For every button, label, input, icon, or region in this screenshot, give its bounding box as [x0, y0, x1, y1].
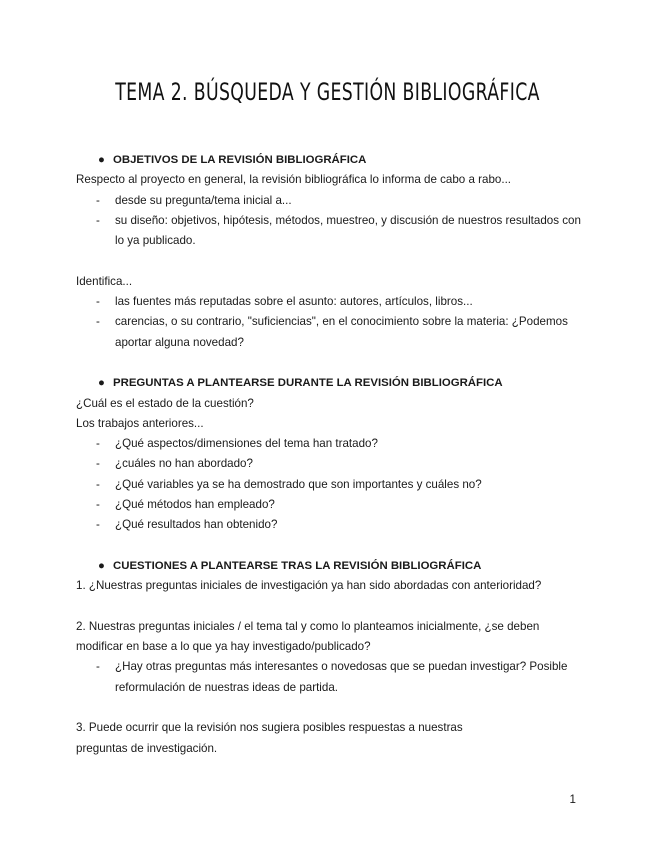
- dash-icon: -: [96, 213, 100, 227]
- list-item: [76, 191, 586, 211]
- list-item: [76, 292, 586, 312]
- paragraph: 1. ¿Nuestras preguntas iniciales de investigación ya han sido abordadas con anterioridad?: [76, 579, 542, 593]
- list-item-text: ¿Qué variables ya se ha demostrado que son importantes y cuáles no?: [115, 477, 482, 491]
- paragraph: Los trabajos anteriores...: [76, 416, 204, 430]
- list-item: [76, 657, 586, 698]
- list-item-text: ¿Qué métodos han empleado?: [115, 498, 275, 512]
- section-heading-objetivos: [76, 150, 586, 170]
- list-item-text: las fuentes más reputadas sobre el asunto: autores, artículos, libros...: [115, 295, 473, 309]
- list-item: [76, 495, 586, 515]
- list-item: [76, 475, 586, 495]
- list-item-text: ¿Qué resultados han obtenido?: [115, 518, 278, 532]
- paragraph: 3. Puede ocurrir que la revisión nos sugiera posibles respuestas a nuestras: [76, 721, 463, 735]
- dash-icon: -: [96, 457, 100, 471]
- section-heading-text: PREGUNTAS A PLANTEARSE DURANTE LA REVISIÓN BIBLIOGRÁFICA: [113, 377, 503, 390]
- page-number: 1: [569, 793, 576, 806]
- list-item-text: ¿Hay otras preguntas más interesantes o novedosas que se puedan investigar? Posible reformulación de nuestras ideas de partida.: [115, 660, 568, 694]
- dash-list: [76, 657, 586, 698]
- dash-icon: -: [96, 498, 100, 512]
- section-heading-text: CUESTIONES A PLANTEARSE TRAS LA REVISIÓN BIBLIOGRÁFICA: [113, 559, 482, 572]
- paragraph: Respecto al proyecto en general, la revisión bibliográfica lo informa de cabo a rabo...: [76, 173, 512, 187]
- list-item: [76, 515, 586, 535]
- page-title: TEMA 2. BÚSQUEDA Y GESTIÓN BIBLIOGRÁFICA: [115, 78, 540, 106]
- dash-icon: -: [96, 660, 100, 674]
- list-item-text: ¿Qué aspectos/dimensiones del tema han tratado?: [115, 437, 378, 451]
- document-body: [76, 150, 586, 759]
- list-item-text: desde su pregunta/tema inicial a...: [115, 193, 292, 207]
- dash-icon: -: [96, 315, 100, 329]
- list-item: [76, 211, 586, 252]
- bullet-icon: ●: [98, 154, 105, 166]
- section-heading-cuestiones: [76, 556, 586, 576]
- list-item-text: su diseño: objetivos, hipótesis, métodos, muestreo, y discusión de nuestros resultados con lo ya publicado.: [115, 213, 581, 248]
- dash-list: [76, 191, 586, 252]
- list-item-text: carencias, o su contrario, "suficiencias", en el conocimiento sobre la materia: ¿Podemos aportar alguna novedad?: [115, 315, 568, 349]
- paragraph: ¿Cuál es el estado de la cuestión?: [76, 396, 254, 410]
- dash-icon: -: [96, 437, 100, 451]
- dash-icon: -: [96, 477, 100, 491]
- dash-icon: -: [96, 193, 100, 207]
- list-item-text: ¿cuáles no han abordado?: [115, 457, 253, 471]
- paragraph: Identifica...: [76, 274, 133, 288]
- dash-list: [76, 434, 586, 535]
- paragraph: 2. Nuestras preguntas iniciales / el tema tal y como lo planteamos inicialmente, ¿se deben modificar en base a lo que ya hay investigado/publicado?: [76, 619, 540, 654]
- dash-icon: -: [96, 518, 100, 532]
- section-heading-text: OBJETIVOS DE LA REVISIÓN BIBLIOGRÁFICA: [113, 154, 367, 166]
- bullet-icon: ●: [98, 377, 105, 390]
- list-item: [76, 312, 586, 353]
- paragraph: preguntas de investigación.: [76, 741, 218, 755]
- dash-list: [76, 292, 586, 353]
- bullet-icon: ●: [98, 559, 105, 572]
- list-item: [76, 454, 586, 474]
- dash-icon: -: [96, 295, 100, 309]
- section-heading-preguntas: [76, 373, 586, 393]
- list-item: [76, 434, 586, 454]
